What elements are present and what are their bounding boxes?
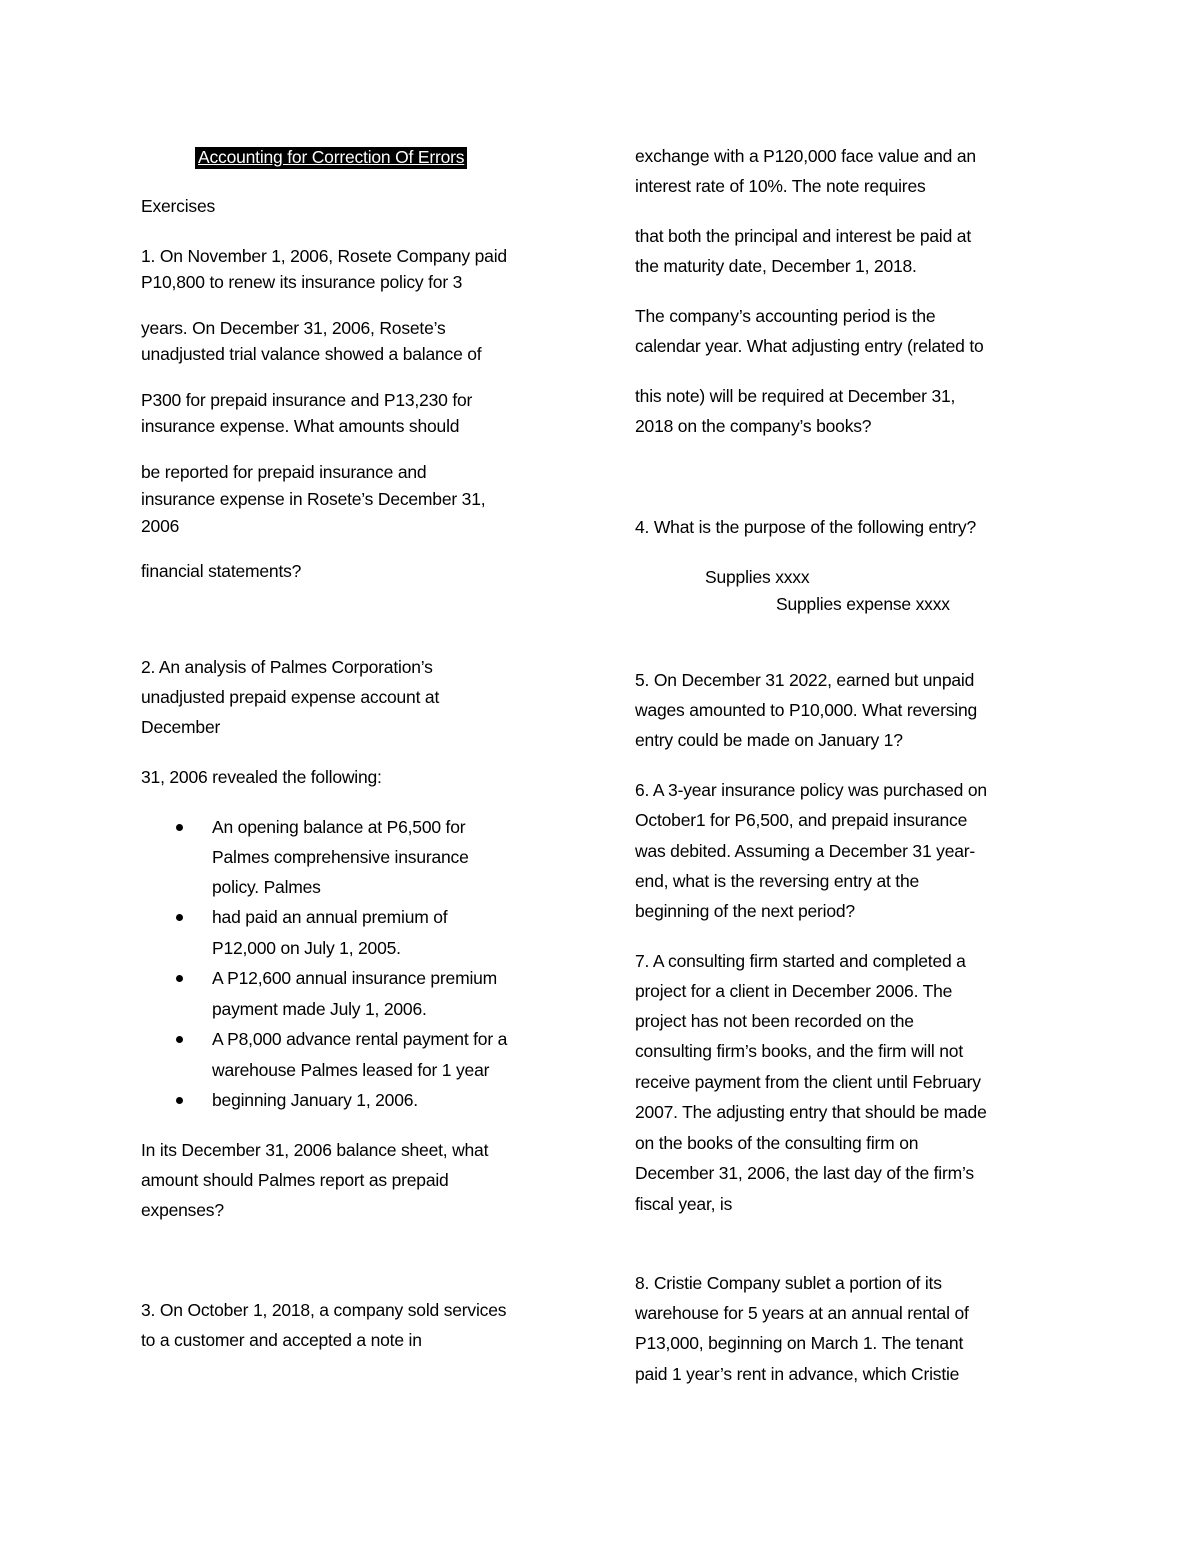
journal-entry-debit: Supplies xxxx	[705, 567, 810, 587]
text-line: end, what is the reversing entry at the	[635, 871, 920, 891]
text-line: consulting firm’s books, and the firm will not	[635, 1041, 963, 1061]
text-line: interest rate of 10%. The note requires	[635, 176, 926, 196]
text-line: to a customer and accepted a note in	[141, 1330, 422, 1350]
text-line: expenses?	[141, 1200, 224, 1220]
list-item: P12,000 on July 1, 2005.	[212, 938, 401, 958]
text-line: project for a client in December 2006. The	[635, 981, 953, 1001]
list-item: A P8,000 advance rental payment for a	[212, 1029, 508, 1049]
list-item: had paid an annual premium of	[212, 907, 448, 927]
list-item: Palmes comprehensive insurance	[212, 847, 469, 867]
text-line: calendar year. What adjusting entry (related to	[635, 336, 984, 356]
text-line: 8. Cristie Company sublet a portion of its	[635, 1273, 942, 1293]
bullet-icon	[176, 1036, 183, 1043]
text-line: on the books of the consulting firm on	[635, 1133, 919, 1153]
list-item: A P12,600 annual insurance premium	[212, 968, 498, 988]
text-line: fiscal year, is	[635, 1194, 733, 1214]
text-line: P10,800 to renew its insurance policy for 3	[141, 272, 463, 292]
exercises-heading: Exercises	[141, 196, 216, 216]
text-line: years. On December 31, 2006, Rosete’s	[141, 318, 446, 338]
text-line: 2018 on the company’s books?	[635, 416, 872, 436]
text-line: P13,000, beginning on March 1. The tenant	[635, 1333, 964, 1353]
text-line: 2006	[141, 516, 180, 536]
text-line: December 31, 2006, the last day of the firm’s	[635, 1163, 974, 1183]
text-line: 7. A consulting firm started and completed a	[635, 951, 966, 971]
text-line: amount should Palmes report as prepaid	[141, 1170, 449, 1190]
text-line: that both the principal and interest be paid at	[635, 226, 971, 246]
bullet-icon	[176, 824, 183, 831]
text-line: project has not been recorded on the	[635, 1011, 914, 1031]
bullet-icon	[176, 1097, 183, 1104]
text-line: the maturity date, December 1, 2018.	[635, 256, 917, 276]
bullet-icon	[176, 975, 183, 982]
text-line: 2. An analysis of Palmes Corporation’s	[141, 657, 433, 677]
list-item: policy. Palmes	[212, 877, 321, 897]
list-item: beginning January 1, 2006.	[212, 1090, 418, 1110]
text-line: insurance expense. What amounts should	[141, 416, 460, 436]
text-line: this note) will be required at December 31,	[635, 386, 956, 406]
text-line: receive payment from the client until February	[635, 1072, 981, 1092]
journal-entry-credit: Supplies expense xxxx	[776, 594, 950, 614]
text-line: 5. On December 31 2022, earned but unpaid	[635, 670, 975, 690]
text-line: financial statements?	[141, 561, 302, 581]
text-line: 3. On October 1, 2018, a company sold services	[141, 1300, 507, 1320]
text-line: was debited. Assuming a December 31 year-	[635, 841, 976, 861]
text-line: 2007. The adjusting entry that should be made	[635, 1102, 987, 1122]
text-line: insurance expense in Rosete’s December 31,	[141, 489, 486, 509]
text-line: 1. On November 1, 2006, Rosete Company paid	[141, 246, 507, 266]
list-item: An opening balance at P6,500 for	[212, 817, 466, 837]
text-line: entry could be made on January 1?	[635, 730, 903, 750]
text-line: beginning of the next period?	[635, 901, 855, 921]
text-line: 31, 2006 revealed the following:	[141, 767, 382, 787]
text-line: 4. What is the purpose of the following entry?	[635, 517, 976, 537]
list-item: payment made July 1, 2006.	[212, 999, 427, 1019]
bullet-icon	[176, 914, 183, 921]
text-line: warehouse for 5 years at an annual rental of	[635, 1303, 969, 1323]
text-line: October1 for P6,500, and prepaid insurance	[635, 810, 968, 830]
text-line: paid 1 year’s rent in advance, which Cristie	[635, 1364, 960, 1384]
text-line: exchange with a P120,000 face value and an	[635, 146, 976, 166]
text-line: In its December 31, 2006 balance sheet, what	[141, 1140, 489, 1160]
text-line: The company’s accounting period is the	[635, 306, 936, 326]
text-line: 6. A 3-year insurance policy was purchased on	[635, 780, 987, 800]
text-line: P300 for prepaid insurance and P13,230 for	[141, 390, 473, 410]
list-item: warehouse Palmes leased for 1 year	[212, 1060, 490, 1080]
text-line: unadjusted trial valance showed a balance of	[141, 344, 482, 364]
text-line: wages amounted to P10,000. What reversing	[635, 700, 978, 720]
text-line: unadjusted prepaid expense account at	[141, 687, 440, 707]
document-title: Accounting for Correction Of Errors	[195, 147, 467, 169]
text-line: December	[141, 717, 221, 737]
text-line: be reported for prepaid insurance and	[141, 462, 427, 482]
